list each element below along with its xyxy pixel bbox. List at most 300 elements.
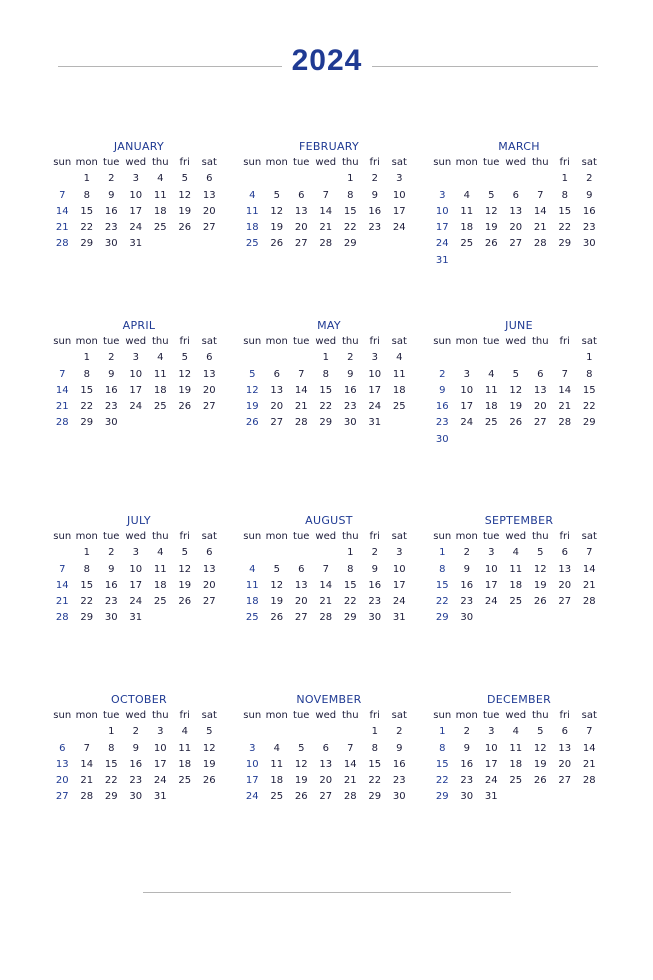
day-cell: 5 bbox=[512, 368, 519, 380]
day-cell: 18 bbox=[484, 401, 498, 413]
day-cell: 1 bbox=[108, 726, 115, 738]
month-name: NOVEMBER bbox=[296, 693, 362, 706]
day-cell: 27 bbox=[202, 596, 216, 608]
month-name: MARCH bbox=[498, 140, 540, 153]
day-cell: 5 bbox=[206, 726, 213, 738]
day-cell: 16 bbox=[104, 205, 118, 217]
day-cell: 27 bbox=[55, 791, 69, 803]
day-cell: 14 bbox=[80, 758, 94, 770]
empty-cell bbox=[50, 545, 75, 561]
weekday-label: fri bbox=[369, 157, 380, 168]
weekday-label: sun bbox=[433, 157, 452, 168]
day-cell: 2 bbox=[463, 547, 470, 559]
empty-cell bbox=[528, 350, 553, 366]
weekday-label: sat bbox=[391, 710, 407, 721]
empty-cell bbox=[479, 350, 504, 366]
day-cell: 30 bbox=[460, 791, 474, 803]
day-cell: 27 bbox=[509, 238, 523, 250]
day-cell: 25 bbox=[484, 417, 498, 429]
day-cell: 12 bbox=[509, 384, 523, 396]
day-cell: 1 bbox=[439, 726, 446, 738]
day-cell: 19 bbox=[270, 222, 284, 234]
weekday-label: wed bbox=[505, 157, 527, 168]
weekday-label: mon bbox=[265, 157, 288, 168]
month-name: DECEMBER bbox=[486, 693, 552, 706]
month-name: OCTOBER bbox=[111, 693, 167, 706]
weekday-label: sat bbox=[581, 710, 597, 721]
day-cell: 4 bbox=[512, 547, 519, 559]
weekday-label: mon bbox=[455, 157, 478, 168]
day-cell: 23 bbox=[104, 401, 118, 413]
day-cell: 20 bbox=[202, 384, 216, 396]
day-cell: 26 bbox=[484, 238, 498, 250]
day-cell: 16 bbox=[392, 758, 406, 770]
day-grid bbox=[430, 708, 608, 806]
day-cell: 9 bbox=[463, 563, 470, 575]
day-cell: 12 bbox=[270, 205, 284, 217]
day-cell: 17 bbox=[245, 775, 259, 787]
day-cell: 6 bbox=[322, 742, 329, 754]
day-cell: 5 bbox=[537, 726, 544, 738]
day-cell: 22 bbox=[80, 222, 94, 234]
day-cell: 20 bbox=[558, 579, 572, 591]
weekday-label: fri bbox=[559, 531, 570, 542]
empty-cell bbox=[553, 350, 578, 366]
weekday-label: sat bbox=[581, 157, 597, 168]
day-cell: 14 bbox=[343, 758, 357, 770]
day-cell: 8 bbox=[347, 563, 354, 575]
empty-cell bbox=[455, 171, 480, 187]
day-cell: 13 bbox=[202, 368, 216, 380]
day-cell: 28 bbox=[558, 417, 572, 429]
day-cell: 26 bbox=[178, 222, 192, 234]
day-cell: 3 bbox=[488, 726, 495, 738]
weekday-label: mon bbox=[75, 710, 98, 721]
day-cell: 11 bbox=[245, 205, 259, 217]
empty-cell bbox=[504, 171, 529, 187]
day-cell: 18 bbox=[460, 222, 474, 234]
day-cell: 24 bbox=[484, 596, 498, 608]
day-cell: 24 bbox=[484, 775, 498, 787]
day-cell: 10 bbox=[460, 384, 474, 396]
day-cell: 22 bbox=[80, 401, 94, 413]
day-cell: 1 bbox=[83, 173, 90, 185]
weekday-label: tue bbox=[103, 157, 120, 168]
weekday-label: thu bbox=[531, 157, 549, 168]
weekday-label: sun bbox=[243, 710, 262, 721]
day-cell: 19 bbox=[270, 596, 284, 608]
day-cell: 10 bbox=[368, 368, 382, 380]
empty-cell bbox=[289, 545, 314, 561]
month-june bbox=[430, 318, 608, 448]
weekday-label: fri bbox=[559, 710, 570, 721]
day-cell: 7 bbox=[347, 742, 354, 754]
weekday-label: thu bbox=[341, 531, 359, 542]
day-cell: 17 bbox=[129, 205, 143, 217]
day-cell: 19 bbox=[533, 758, 547, 770]
day-cell: 12 bbox=[294, 758, 308, 770]
day-cell: 2 bbox=[108, 173, 115, 185]
day-cell: 1 bbox=[439, 547, 446, 559]
weekday-label: tue bbox=[103, 531, 120, 542]
day-cell: 15 bbox=[80, 579, 94, 591]
weekday-label: sat bbox=[581, 531, 597, 542]
day-cell: 23 bbox=[343, 401, 357, 413]
weekday-label: wed bbox=[315, 157, 337, 168]
day-cell: 30 bbox=[460, 612, 474, 624]
day-cell: 30 bbox=[435, 433, 449, 445]
month-september bbox=[430, 513, 608, 627]
day-cell: 27 bbox=[319, 791, 333, 803]
day-cell: 22 bbox=[368, 775, 382, 787]
day-cell: 6 bbox=[537, 368, 544, 380]
day-cell: 7 bbox=[561, 368, 568, 380]
day-cell: 9 bbox=[396, 742, 403, 754]
day-cell: 15 bbox=[582, 384, 596, 396]
day-cell: 31 bbox=[368, 417, 382, 429]
month-name: JUNE bbox=[505, 319, 533, 332]
day-cell: 26 bbox=[294, 791, 308, 803]
day-cell: 28 bbox=[294, 417, 308, 429]
day-cell: 9 bbox=[371, 189, 378, 201]
day-cell: 18 bbox=[178, 758, 192, 770]
day-cell: 28 bbox=[55, 238, 69, 250]
day-cell: 7 bbox=[59, 368, 66, 380]
day-cell: 13 bbox=[202, 563, 216, 575]
day-cell: 19 bbox=[202, 758, 216, 770]
day-cell: 19 bbox=[294, 775, 308, 787]
day-cell: 15 bbox=[435, 758, 449, 770]
day-cell: 23 bbox=[368, 596, 382, 608]
day-cell: 28 bbox=[55, 612, 69, 624]
weekday-label: thu bbox=[341, 336, 359, 347]
weekday-label: mon bbox=[265, 710, 288, 721]
weekday-label: tue bbox=[483, 336, 500, 347]
day-cell: 11 bbox=[460, 205, 474, 217]
month-july bbox=[50, 513, 228, 627]
day-cell: 3 bbox=[439, 189, 446, 201]
empty-cell bbox=[265, 724, 290, 740]
day-cell: 21 bbox=[55, 222, 69, 234]
day-grid bbox=[240, 334, 418, 432]
weekday-label: sat bbox=[391, 157, 407, 168]
day-cell: 6 bbox=[561, 726, 568, 738]
weekday-label: thu bbox=[531, 336, 549, 347]
weekday-label: sat bbox=[201, 710, 217, 721]
day-cell: 29 bbox=[80, 417, 94, 429]
weekday-label: fri bbox=[179, 157, 190, 168]
day-cell: 20 bbox=[509, 222, 523, 234]
day-cell: 3 bbox=[249, 742, 256, 754]
day-cell: 21 bbox=[343, 775, 357, 787]
day-cell: 3 bbox=[396, 173, 403, 185]
day-cell: 6 bbox=[298, 189, 305, 201]
empty-cell bbox=[314, 724, 339, 740]
weekday-label: tue bbox=[293, 157, 310, 168]
day-cell: 5 bbox=[273, 563, 280, 575]
day-cell: 28 bbox=[319, 612, 333, 624]
day-cell: 20 bbox=[294, 596, 308, 608]
day-cell: 11 bbox=[153, 563, 167, 575]
day-cell: 18 bbox=[509, 579, 523, 591]
month-name: MAY bbox=[317, 319, 341, 332]
day-cell: 7 bbox=[537, 189, 544, 201]
month-december bbox=[430, 692, 608, 806]
day-cell: 4 bbox=[157, 352, 164, 364]
weekday-label: sun bbox=[243, 157, 262, 168]
day-grid bbox=[430, 155, 608, 269]
day-cell: 30 bbox=[104, 238, 118, 250]
weekday-label: fri bbox=[179, 531, 190, 542]
day-cell: 26 bbox=[270, 612, 284, 624]
day-grid bbox=[50, 155, 228, 253]
day-grid bbox=[240, 155, 418, 253]
day-cell: 10 bbox=[153, 742, 167, 754]
day-cell: 14 bbox=[319, 205, 333, 217]
day-cell: 4 bbox=[488, 368, 495, 380]
day-cell: 12 bbox=[178, 368, 192, 380]
day-cell: 22 bbox=[104, 775, 118, 787]
day-cell: 5 bbox=[181, 352, 188, 364]
day-cell: 12 bbox=[270, 579, 284, 591]
day-cell: 26 bbox=[509, 417, 523, 429]
day-cell: 20 bbox=[202, 579, 216, 591]
day-cell: 3 bbox=[157, 726, 164, 738]
day-cell: 28 bbox=[533, 238, 547, 250]
weekday-label: sun bbox=[53, 157, 72, 168]
weekday-label: mon bbox=[75, 336, 98, 347]
day-cell: 21 bbox=[294, 401, 308, 413]
empty-cell bbox=[75, 724, 100, 740]
day-cell: 11 bbox=[153, 189, 167, 201]
empty-cell bbox=[430, 350, 455, 366]
weekday-label: wed bbox=[315, 336, 337, 347]
day-cell: 22 bbox=[343, 222, 357, 234]
day-cell: 16 bbox=[582, 205, 596, 217]
weekday-label: thu bbox=[151, 531, 169, 542]
weekday-label: mon bbox=[75, 157, 98, 168]
weekday-label: sat bbox=[201, 157, 217, 168]
day-cell: 9 bbox=[439, 384, 446, 396]
weekday-label: tue bbox=[483, 157, 500, 168]
day-cell: 8 bbox=[371, 742, 378, 754]
day-cell: 3 bbox=[132, 352, 139, 364]
day-cell: 23 bbox=[368, 222, 382, 234]
day-cell: 5 bbox=[488, 189, 495, 201]
day-cell: 2 bbox=[371, 547, 378, 559]
day-cell: 20 bbox=[55, 775, 69, 787]
day-cell: 11 bbox=[270, 758, 284, 770]
day-cell: 15 bbox=[343, 579, 357, 591]
empty-cell bbox=[240, 724, 265, 740]
day-grid bbox=[430, 529, 608, 627]
day-cell: 23 bbox=[104, 222, 118, 234]
day-cell: 17 bbox=[392, 205, 406, 217]
day-cell: 25 bbox=[178, 775, 192, 787]
day-cell: 7 bbox=[59, 189, 66, 201]
day-cell: 29 bbox=[368, 791, 382, 803]
day-cell: 10 bbox=[392, 563, 406, 575]
month-name: SEPTEMBER bbox=[484, 514, 554, 527]
weekday-label: thu bbox=[151, 710, 169, 721]
day-cell: 25 bbox=[153, 596, 167, 608]
day-cell: 2 bbox=[396, 726, 403, 738]
day-cell: 18 bbox=[270, 775, 284, 787]
weekday-label: fri bbox=[369, 336, 380, 347]
day-cell: 9 bbox=[586, 189, 593, 201]
day-cell: 4 bbox=[157, 547, 164, 559]
day-cell: 13 bbox=[55, 758, 69, 770]
day-cell: 20 bbox=[319, 775, 333, 787]
day-cell: 15 bbox=[104, 758, 118, 770]
weekday-label: sat bbox=[391, 531, 407, 542]
day-cell: 21 bbox=[319, 596, 333, 608]
empty-cell bbox=[479, 171, 504, 187]
day-cell: 20 bbox=[270, 401, 284, 413]
day-cell: 10 bbox=[129, 563, 143, 575]
day-cell: 1 bbox=[83, 352, 90, 364]
day-cell: 23 bbox=[392, 775, 406, 787]
day-cell: 2 bbox=[108, 352, 115, 364]
day-cell: 30 bbox=[343, 417, 357, 429]
day-cell: 4 bbox=[512, 726, 519, 738]
weekday-label: tue bbox=[293, 531, 310, 542]
weekday-label: wed bbox=[315, 531, 337, 542]
day-cell: 12 bbox=[533, 563, 547, 575]
empty-cell bbox=[289, 724, 314, 740]
empty-cell bbox=[338, 724, 363, 740]
day-cell: 3 bbox=[132, 547, 139, 559]
month-may bbox=[240, 318, 418, 432]
weekday-label: wed bbox=[505, 336, 527, 347]
day-cell: 7 bbox=[586, 726, 593, 738]
day-cell: 27 bbox=[558, 596, 572, 608]
weekday-label: tue bbox=[103, 710, 120, 721]
day-cell: 13 bbox=[294, 579, 308, 591]
day-cell: 30 bbox=[582, 238, 596, 250]
day-cell: 27 bbox=[202, 401, 216, 413]
day-cell: 8 bbox=[561, 189, 568, 201]
day-cell: 24 bbox=[153, 775, 167, 787]
weekday-label: mon bbox=[455, 531, 478, 542]
weekday-label: mon bbox=[265, 336, 288, 347]
day-cell: 28 bbox=[582, 775, 596, 787]
day-cell: 7 bbox=[59, 563, 66, 575]
day-cell: 4 bbox=[249, 189, 256, 201]
day-cell: 25 bbox=[392, 401, 406, 413]
day-cell: 6 bbox=[206, 352, 213, 364]
day-cell: 9 bbox=[347, 368, 354, 380]
month-name: AUGUST bbox=[305, 514, 353, 527]
day-cell: 25 bbox=[245, 238, 259, 250]
day-cell: 6 bbox=[512, 189, 519, 201]
day-cell: 10 bbox=[484, 563, 498, 575]
day-cell: 27 bbox=[294, 612, 308, 624]
day-cell: 14 bbox=[55, 579, 69, 591]
day-cell: 29 bbox=[343, 238, 357, 250]
weekday-label: sun bbox=[53, 531, 72, 542]
year-title: 2024 bbox=[291, 44, 363, 77]
weekday-label: sun bbox=[243, 336, 262, 347]
day-cell: 29 bbox=[104, 791, 118, 803]
day-cell: 1 bbox=[586, 352, 593, 364]
day-cell: 20 bbox=[294, 222, 308, 234]
day-cell: 2 bbox=[132, 726, 139, 738]
day-cell: 6 bbox=[59, 742, 66, 754]
empty-cell bbox=[240, 171, 265, 187]
day-cell: 14 bbox=[582, 742, 596, 754]
day-cell: 20 bbox=[202, 205, 216, 217]
day-cell: 23 bbox=[460, 596, 474, 608]
day-cell: 11 bbox=[178, 742, 192, 754]
empty-cell bbox=[430, 171, 455, 187]
day-cell: 4 bbox=[273, 742, 280, 754]
day-cell: 22 bbox=[558, 222, 572, 234]
day-cell: 11 bbox=[509, 742, 523, 754]
day-cell: 16 bbox=[460, 579, 474, 591]
day-cell: 19 bbox=[533, 579, 547, 591]
header-rule-right bbox=[372, 66, 598, 67]
day-cell: 19 bbox=[245, 401, 259, 413]
day-cell: 17 bbox=[368, 384, 382, 396]
day-cell: 5 bbox=[249, 368, 256, 380]
day-cell: 12 bbox=[202, 742, 216, 754]
day-cell: 29 bbox=[319, 417, 333, 429]
day-cell: 16 bbox=[368, 205, 382, 217]
day-cell: 15 bbox=[319, 384, 333, 396]
day-cell: 29 bbox=[80, 612, 94, 624]
day-cell: 21 bbox=[319, 222, 333, 234]
day-cell: 30 bbox=[368, 612, 382, 624]
day-cell: 26 bbox=[245, 417, 259, 429]
day-grid bbox=[50, 708, 228, 806]
weekday-label: sat bbox=[391, 336, 407, 347]
day-cell: 24 bbox=[435, 238, 449, 250]
day-cell: 6 bbox=[298, 563, 305, 575]
weekday-label: wed bbox=[505, 531, 527, 542]
day-cell: 1 bbox=[322, 352, 329, 364]
day-cell: 10 bbox=[245, 758, 259, 770]
day-cell: 24 bbox=[129, 401, 143, 413]
day-cell: 9 bbox=[463, 742, 470, 754]
weekday-label: sun bbox=[433, 336, 452, 347]
day-cell: 29 bbox=[80, 238, 94, 250]
day-cell: 18 bbox=[153, 579, 167, 591]
day-cell: 13 bbox=[533, 384, 547, 396]
day-cell: 13 bbox=[202, 189, 216, 201]
day-cell: 9 bbox=[108, 563, 115, 575]
day-cell: 5 bbox=[181, 547, 188, 559]
day-cell: 3 bbox=[132, 173, 139, 185]
day-cell: 26 bbox=[533, 596, 547, 608]
day-cell: 17 bbox=[153, 758, 167, 770]
day-cell: 19 bbox=[178, 579, 192, 591]
month-october bbox=[50, 692, 228, 806]
day-cell: 31 bbox=[484, 791, 498, 803]
day-cell: 23 bbox=[104, 596, 118, 608]
day-cell: 14 bbox=[55, 205, 69, 217]
day-cell: 13 bbox=[294, 205, 308, 217]
day-cell: 1 bbox=[561, 173, 568, 185]
day-cell: 21 bbox=[558, 401, 572, 413]
day-cell: 1 bbox=[347, 547, 354, 559]
day-cell: 14 bbox=[533, 205, 547, 217]
day-cell: 19 bbox=[509, 401, 523, 413]
empty-cell bbox=[528, 171, 553, 187]
day-cell: 24 bbox=[129, 596, 143, 608]
weekday-label: wed bbox=[505, 710, 527, 721]
day-cell: 19 bbox=[178, 205, 192, 217]
